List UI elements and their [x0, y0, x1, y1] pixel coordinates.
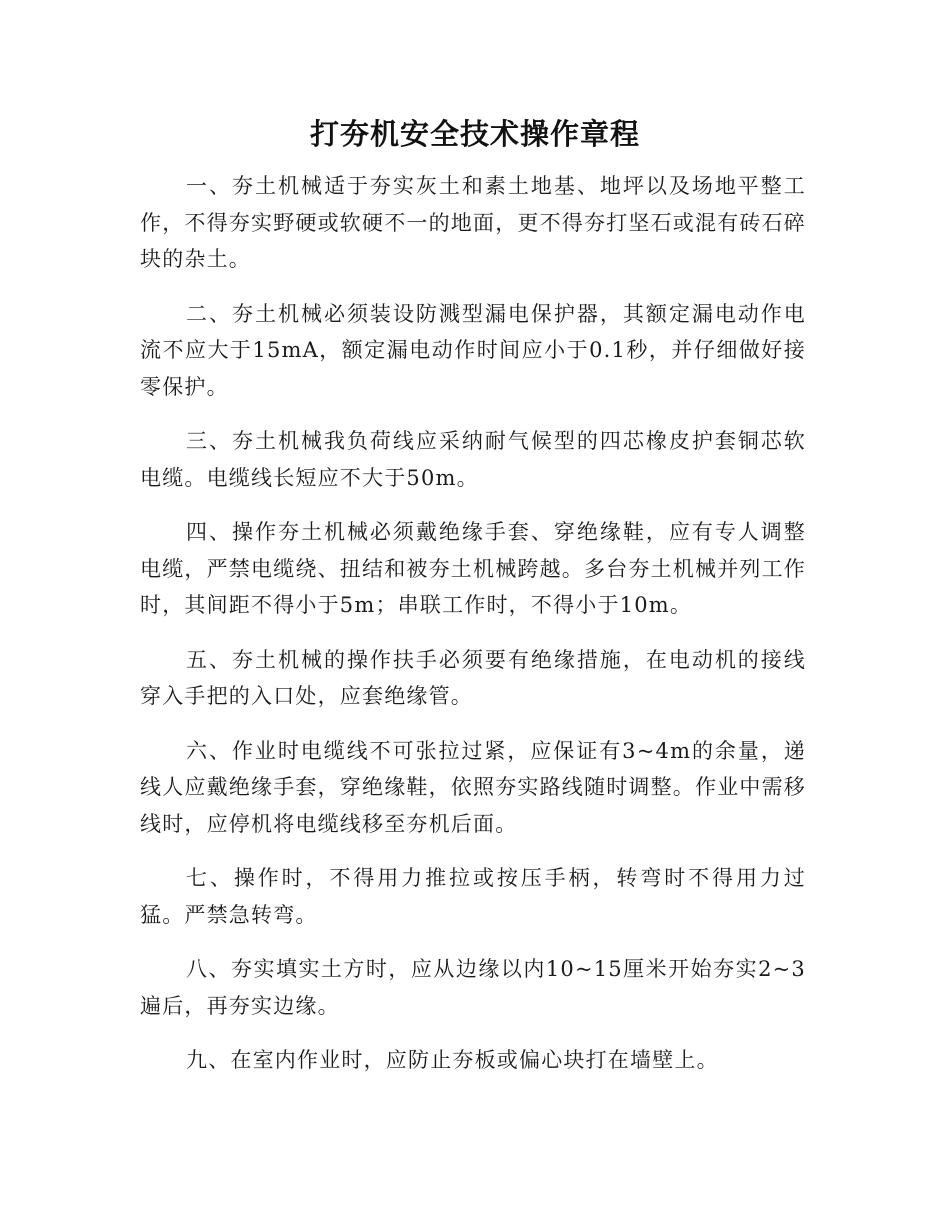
- document-body: [140, 168, 806, 1097]
- paragraph-8: 八、夯实填实土方时，应从边缘以内10~15厘米开始夯实2~3遍后，再夯实边缘。: [140, 957, 806, 1018]
- document-title: 打夯机安全技术操作章程: [309, 117, 640, 151]
- paragraph-1: 一、夯土机械适于夯实灰土和素土地基、地坪以及场地平整工作，不得夯实野硬或软硬不一的地面，更不得夯打坚石或混有砖石碎块的杂土。: [140, 174, 806, 271]
- paragraph-2: 二、夯土机械必须装设防溅型漏电保护器，其额定漏电动作电流不应大于15mA，额定漏电动作时间应小于0.1秒，并仔细做好接零保护。: [140, 301, 806, 399]
- paragraph-3: 三、夯土机械我负荷线应采纳耐气候型的四芯橡皮护套铜芯软电缆。电缆线长短应不大于50m。: [140, 429, 806, 490]
- paragraph-4: 四、操作夯土机械必须戴绝缘手套、穿绝缘鞋，应有专人调整电缆，严禁电缆绕、扭结和被夯土机械跨越。多台夯土机械并列工作时，其间距不得小于5m；串联工作时，不得小于10m。: [140, 520, 806, 617]
- paragraph-6: 六、作业时电缆线不可张拉过紧，应保证有3~4m的余量，递线人应戴绝缘手套，穿绝缘鞋，依照夯实路线随时调整。作业中需移线时，应停机将电缆线移至夯机后面。: [140, 738, 806, 836]
- paragraph-9: 九、在室内作业时，应防止夯板或偏心块打在墙壁上。: [186, 1048, 719, 1072]
- paragraph-5: 五、夯土机械的操作扶手必须要有绝缘措施，在电动机的接线穿入手把的入口处，应套绝缘管。: [140, 647, 806, 708]
- paragraph-7: 七、操作时，不得用力推拉或按压手柄，转弯时不得用力过猛。严禁急转弯。: [140, 866, 806, 927]
